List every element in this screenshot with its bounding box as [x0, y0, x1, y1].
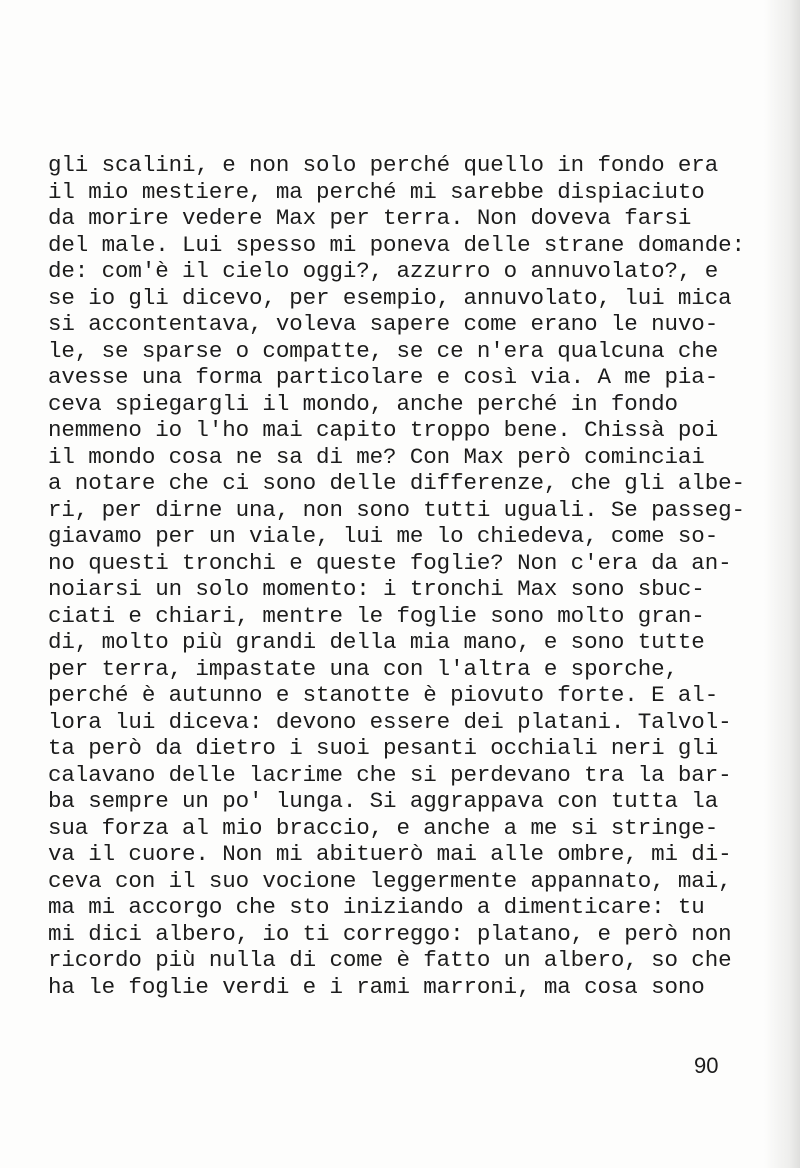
text-line: le, se sparse o compatte, se ce n'era qualcuna che [48, 337, 719, 364]
text-line: nemmeno io l'ho mai capito troppo bene. Chissà poi [48, 417, 719, 443]
text-line: ceva con il suo vocione leggermente appannato, mai, [48, 867, 732, 894]
text-line: da morire vedere Max per terra. Non doveva farsi [48, 205, 692, 231]
text-line: ricordo più nulla di come è fatto un albero, so che [48, 947, 732, 973]
text-line: perché è autunno e stanotte è piovuto forte. E al- [48, 682, 719, 708]
text-line: ciati e chiari, mentre le foglie sono molto gran- [48, 602, 705, 629]
text-line: mi dici albero, io ti correggo: platano, e però non [48, 920, 732, 947]
text-line: de: com'è il cielo oggi?, azzurro o annuvolato?, e [48, 258, 719, 284]
page-number: 90 [694, 1053, 719, 1078]
text-line: ri, per dirne una, non sono tutti uguali. Se passeg- [48, 496, 745, 523]
text-line: ceva spiegargli il mondo, anche perché in fondo [48, 390, 678, 417]
text-line: ta però da dietro i suoi pesanti occhiali neri gli [48, 735, 719, 761]
text-line: ba sempre un po' lunga. Si aggrappava con tutta la [48, 788, 719, 814]
text-line: il mio mestiere, ma perché mi sarebbe dispiaciuto [48, 178, 705, 205]
text-line: lora lui diceva: devono essere dei platani. Talvol- [48, 708, 732, 735]
text-line: ha le foglie verdi e i rami marroni, ma cosa sono [48, 973, 705, 1000]
text-line: del male. Lui spesso mi poneva delle strane domande: [48, 231, 745, 258]
page-edge-shadow [764, 0, 800, 1168]
text-line: calavano delle lacrime che si perdevano tra la bar- [48, 761, 732, 788]
text-line: avesse una forma particolare e così via. A me pia- [48, 364, 719, 390]
text-line: ma mi accorgo che sto iniziando a dimenticare: tu [48, 894, 705, 920]
body-text [48, 152, 768, 1000]
text-line: giavamo per un viale, lui me lo chiedeva, come so- [48, 523, 719, 549]
text-line: di, molto più grandi della mia mano, e sono tutte [48, 629, 705, 655]
text-line: gli scalini, e non solo perché quello in fondo era [48, 152, 719, 178]
text-line: va il cuore. Non mi abituerò mai alle ombre, mi di- [48, 841, 732, 867]
text-line: noiarsi un solo momento: i tronchi Max sono sbuc- [48, 576, 705, 602]
text-line: se io gli dicevo, per esempio, annuvolato, lui mica [48, 284, 732, 311]
text-line: sua forza al mio braccio, e anche a me si stringe- [48, 814, 719, 841]
text-line: a notare che ci sono delle differenze, che gli albe- [48, 470, 745, 496]
text-line: per terra, impastate una con l'altra e sporche, [48, 655, 678, 682]
text-line: no questi tronchi e queste foglie? Non c'era da an- [48, 549, 732, 576]
text-line: si accontentava, voleva sapere come erano le nuvo- [48, 311, 719, 337]
text-line: il mondo cosa ne sa di me? Con Max però cominciai [48, 443, 705, 470]
